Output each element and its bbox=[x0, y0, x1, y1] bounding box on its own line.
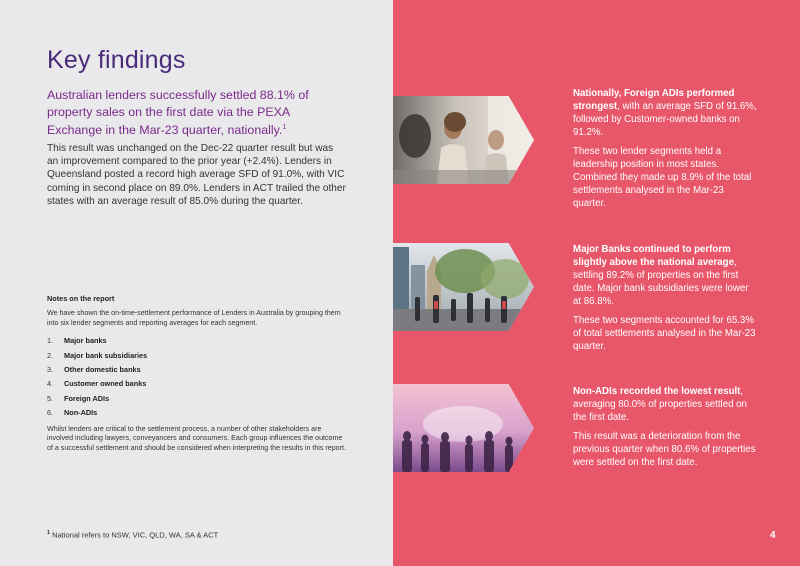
notes-intro: We have shown the on-time-settlement performance of Lenders in Australia by grouping them into six lender segments and reporting averages for each segment. bbox=[47, 309, 341, 327]
finding-detail: These two segments accounted for 65.3% of total settlements analysed in the Mar-23 quarter. bbox=[573, 315, 756, 352]
footnote bbox=[47, 530, 218, 540]
segment-label: Non-ADIs bbox=[64, 408, 98, 418]
finding-rest: , with an average SFD of 91.6%, followed by Customer-owned banks on 91.2%. bbox=[573, 101, 757, 138]
segment-item bbox=[47, 334, 347, 348]
footnote-text: National refers to NSW, VIC, QLD, WA, SA & ACT bbox=[52, 530, 219, 540]
left-panel bbox=[0, 0, 393, 566]
segment-label: Other domestic banks bbox=[64, 364, 141, 374]
segment-label: Foreign ADIs bbox=[64, 393, 110, 403]
finding-detail: These two lender segments held a leadership position in most states. Combined they made up 8.9% of the total settlements analysed in the Mar-23 quarter. bbox=[573, 146, 752, 209]
finding-highlight: Nationally, Foreign ADIs performed strongest bbox=[573, 88, 735, 112]
notes-outro: Whilst lenders are critical to the settlement process, a number of other stakeholders are involved including lawyers, conveyancers and consumers. Each group influences the outcome of a successful settlement and should be considered when interpreting the results in this report. bbox=[47, 424, 346, 452]
office-meeting-photo bbox=[393, 96, 534, 184]
segment-number: 4. bbox=[47, 379, 54, 389]
finding-summary bbox=[573, 87, 758, 139]
finding-highlight: Major Banks continued to perform slightly above the national average bbox=[573, 244, 734, 268]
lead-paragraph bbox=[47, 87, 347, 139]
page-title: Key findings bbox=[47, 46, 186, 74]
finding-highlight: Non-ADIs recorded the lowest result bbox=[573, 386, 741, 397]
notes-heading: Notes on the report bbox=[47, 294, 115, 303]
segment-label: Major banks bbox=[64, 336, 107, 346]
finding-rest: , averaging 80.0% of properties settled on the first date. bbox=[573, 386, 747, 423]
segment-number: 2. bbox=[47, 350, 54, 360]
segment-label: Major bank subsidiaries bbox=[64, 350, 148, 360]
finding-non-adis bbox=[573, 385, 758, 469]
lead-text: Australian lenders successfully settled 88.1% of property sales on the first date via the PEXA Exchange in the Mar-23 quarter, nationally. bbox=[47, 88, 309, 138]
segment-label: Customer owned banks bbox=[64, 379, 147, 389]
notes-section bbox=[47, 294, 347, 453]
footnote-marker: 1 bbox=[47, 530, 51, 536]
segment-item bbox=[47, 377, 347, 391]
segment-number: 5. bbox=[47, 393, 54, 403]
finding-foreign-adis bbox=[573, 87, 758, 210]
finding-detail: This result was a deterioration from the previous quarter when 80.6% of properties were settled on the first date. bbox=[573, 431, 756, 468]
finding-rest: , settling 89.2% of properties on the first date. Major bank subsidiaries were lower at 86.8%. bbox=[573, 257, 749, 307]
crowd-sunset-image bbox=[393, 384, 534, 472]
segment-number: 1. bbox=[47, 336, 54, 346]
segment-item bbox=[47, 406, 347, 420]
office-meeting-image bbox=[393, 96, 534, 184]
city-street-photo bbox=[393, 243, 534, 331]
segment-number: 3. bbox=[47, 364, 54, 374]
lead-footnote-ref: 1 bbox=[282, 124, 287, 131]
crowd-sunset-photo bbox=[393, 384, 534, 472]
body-paragraph: This result was unchanged on the Dec-22 quarter result but was an improvement compared to the prior year (+2.4%). Lenders in Queensland posted a record high average SFD of 91.0%, with VIC coming in second place on 89.0%. Lenders in ACT trailed the other states with an average result of 85.0% during the quarter. bbox=[47, 143, 346, 207]
segment-item bbox=[47, 363, 347, 377]
segment-item bbox=[47, 349, 347, 363]
segment-item bbox=[47, 392, 347, 406]
page-number: 4 bbox=[770, 530, 776, 541]
finding-major-banks bbox=[573, 243, 758, 353]
city-street-image bbox=[393, 243, 534, 331]
finding-summary bbox=[573, 243, 758, 308]
segment-number: 6. bbox=[47, 408, 54, 418]
segment-list bbox=[47, 334, 347, 420]
finding-summary bbox=[573, 385, 758, 424]
